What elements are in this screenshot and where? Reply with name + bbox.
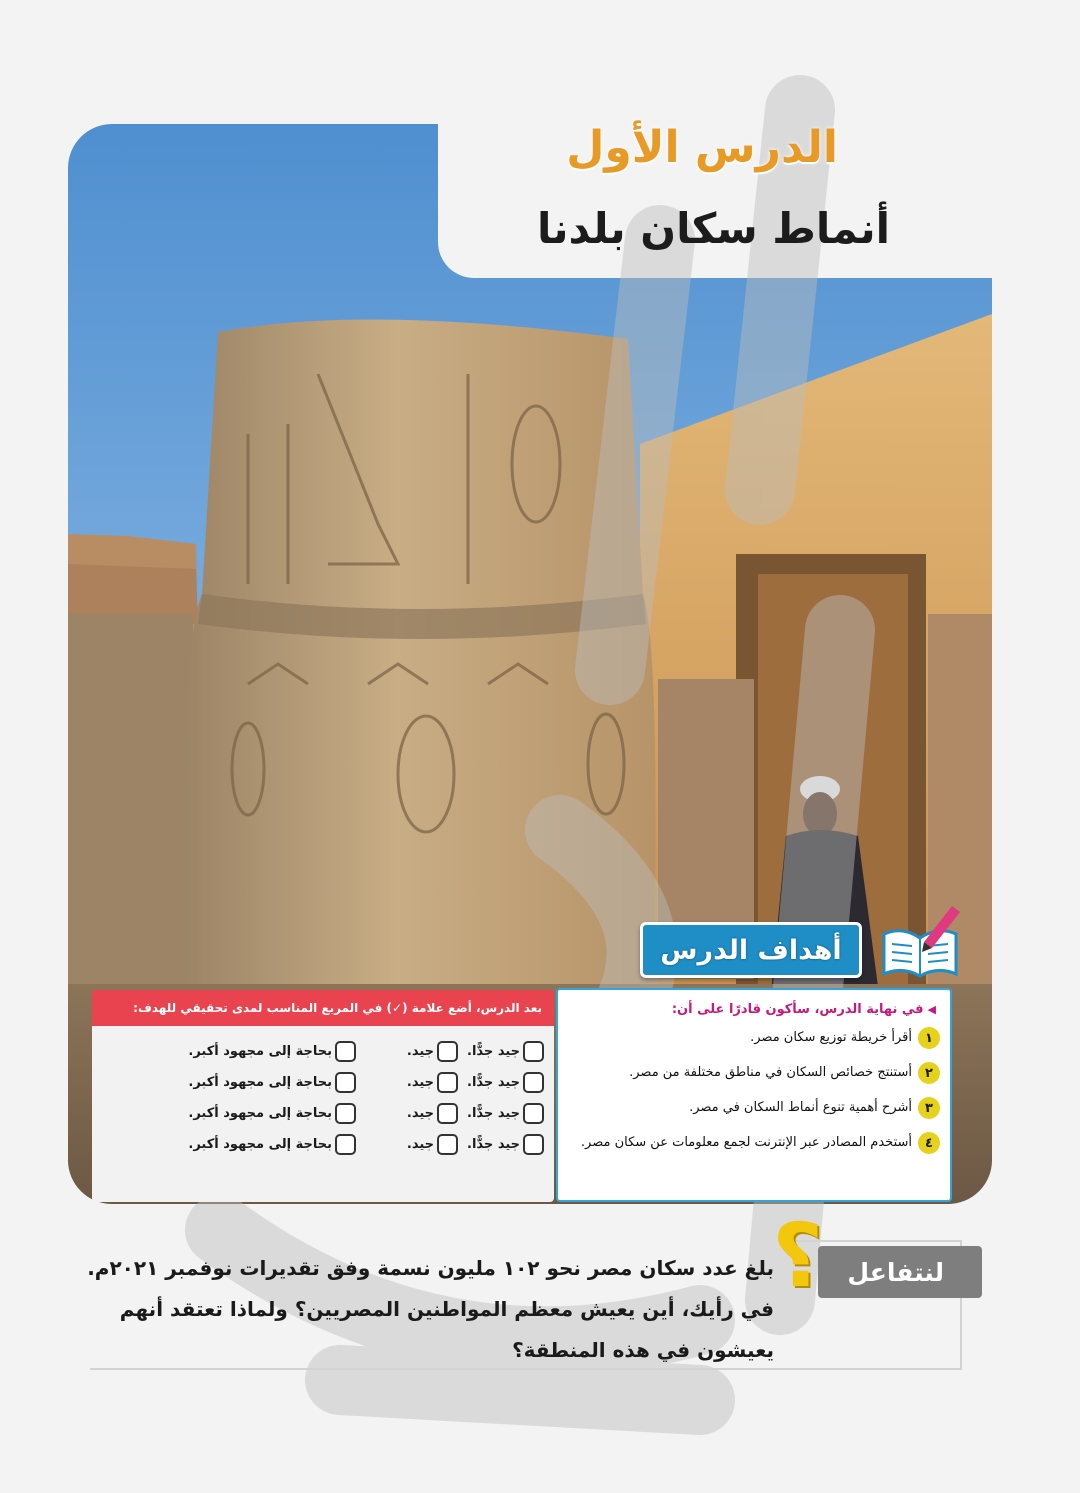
assessment-instruction: بعد الدرس، أضع علامة (✓) في المربع المناسب لمدى تحقيقي للهدف: [92, 990, 554, 1026]
needs-more-checkbox[interactable] [335, 1072, 356, 1093]
objective-text: أستخدم المصادر عبر الإنترنت لجمع معلومات عن سكان مصر. [580, 1135, 912, 1150]
very-good-label: جيد جدًّا. [467, 1044, 520, 1059]
objective-number: ٢ [918, 1062, 940, 1084]
good-checkbox[interactable] [437, 1072, 458, 1093]
self-assessment-panel [92, 990, 554, 1202]
very-good-checkbox[interactable] [523, 1041, 544, 1062]
needs-more-label: بحاجة إلى مجهود أكبر. [188, 1137, 332, 1152]
needs-more-checkbox[interactable] [335, 1041, 356, 1062]
objective-text: أقرأ خريطة توزيع سكان مصر. [750, 1030, 912, 1045]
interact-label: لنتفاعل [847, 1257, 944, 1287]
triangle-icon: ◀ [927, 1003, 936, 1016]
interact-question-text: بلغ عدد سكان مصر نحو ١٠٢ مليون نسمة وفق تقديرات نوفمبر ٢٠٢١م. في رأيك، أين يعيش معظم المواطنين المصريين؟ ولماذا تعتقد أنهم يعيشون في هذه المنطقة؟ [87, 1256, 774, 1362]
assessment-row [92, 1036, 554, 1067]
very-good-label: جيد جدًّا. [467, 1106, 520, 1121]
assessment-row [92, 1067, 554, 1098]
very-good-checkbox[interactable] [523, 1103, 544, 1124]
good-checkbox[interactable] [437, 1103, 458, 1124]
objective-item [566, 1132, 940, 1158]
lesson-title: أنماط سكان بلدنا [536, 204, 890, 253]
objective-number: ٣ [918, 1097, 940, 1119]
needs-more-label: بحاجة إلى مجهود أكبر. [188, 1106, 332, 1121]
very-good-checkbox[interactable] [523, 1072, 544, 1093]
very-good-label: جيد جدًّا. [467, 1075, 520, 1090]
good-label: جيد. [406, 1106, 434, 1121]
lesson-label: الدرس الأول [566, 122, 838, 173]
needs-more-checkbox[interactable] [335, 1134, 356, 1155]
good-label: جيد. [406, 1075, 434, 1090]
objectives-intro: ◀في نهاية الدرس، سأكون قادرًا على أن: [671, 1002, 936, 1017]
objective-number: ١ [918, 1027, 940, 1049]
good-label: جيد. [406, 1137, 434, 1152]
objective-number: ٤ [918, 1132, 940, 1154]
needs-more-label: بحاجة إلى مجهود أكبر. [188, 1075, 332, 1090]
good-checkbox[interactable] [437, 1041, 458, 1062]
assessment-row [92, 1098, 554, 1129]
objective-item [566, 1062, 940, 1088]
assessment-row [92, 1129, 554, 1160]
needs-more-checkbox[interactable] [335, 1103, 356, 1124]
very-good-checkbox[interactable] [523, 1134, 544, 1155]
very-good-label: جيد جدًّا. [467, 1137, 520, 1152]
objective-item [566, 1097, 940, 1123]
needs-more-label: بحاجة إلى مجهود أكبر. [188, 1044, 332, 1059]
question-mark-icon: ؟ [772, 1204, 824, 1307]
objective-item [566, 1027, 940, 1053]
book-pencil-icon [878, 900, 962, 982]
objectives-box [556, 988, 952, 1202]
objective-text: أستنتج خصائص السكان في مناطق مختلفة من مصر. [629, 1065, 912, 1080]
interact-tab [818, 1246, 982, 1298]
objectives-heading-text: أهداف الدرس [660, 934, 842, 966]
good-checkbox[interactable] [437, 1134, 458, 1155]
good-label: جيد. [406, 1044, 434, 1059]
objectives-heading [640, 922, 862, 978]
objective-text: أشرح أهمية تنوع أنماط السكان في مصر. [689, 1100, 912, 1115]
